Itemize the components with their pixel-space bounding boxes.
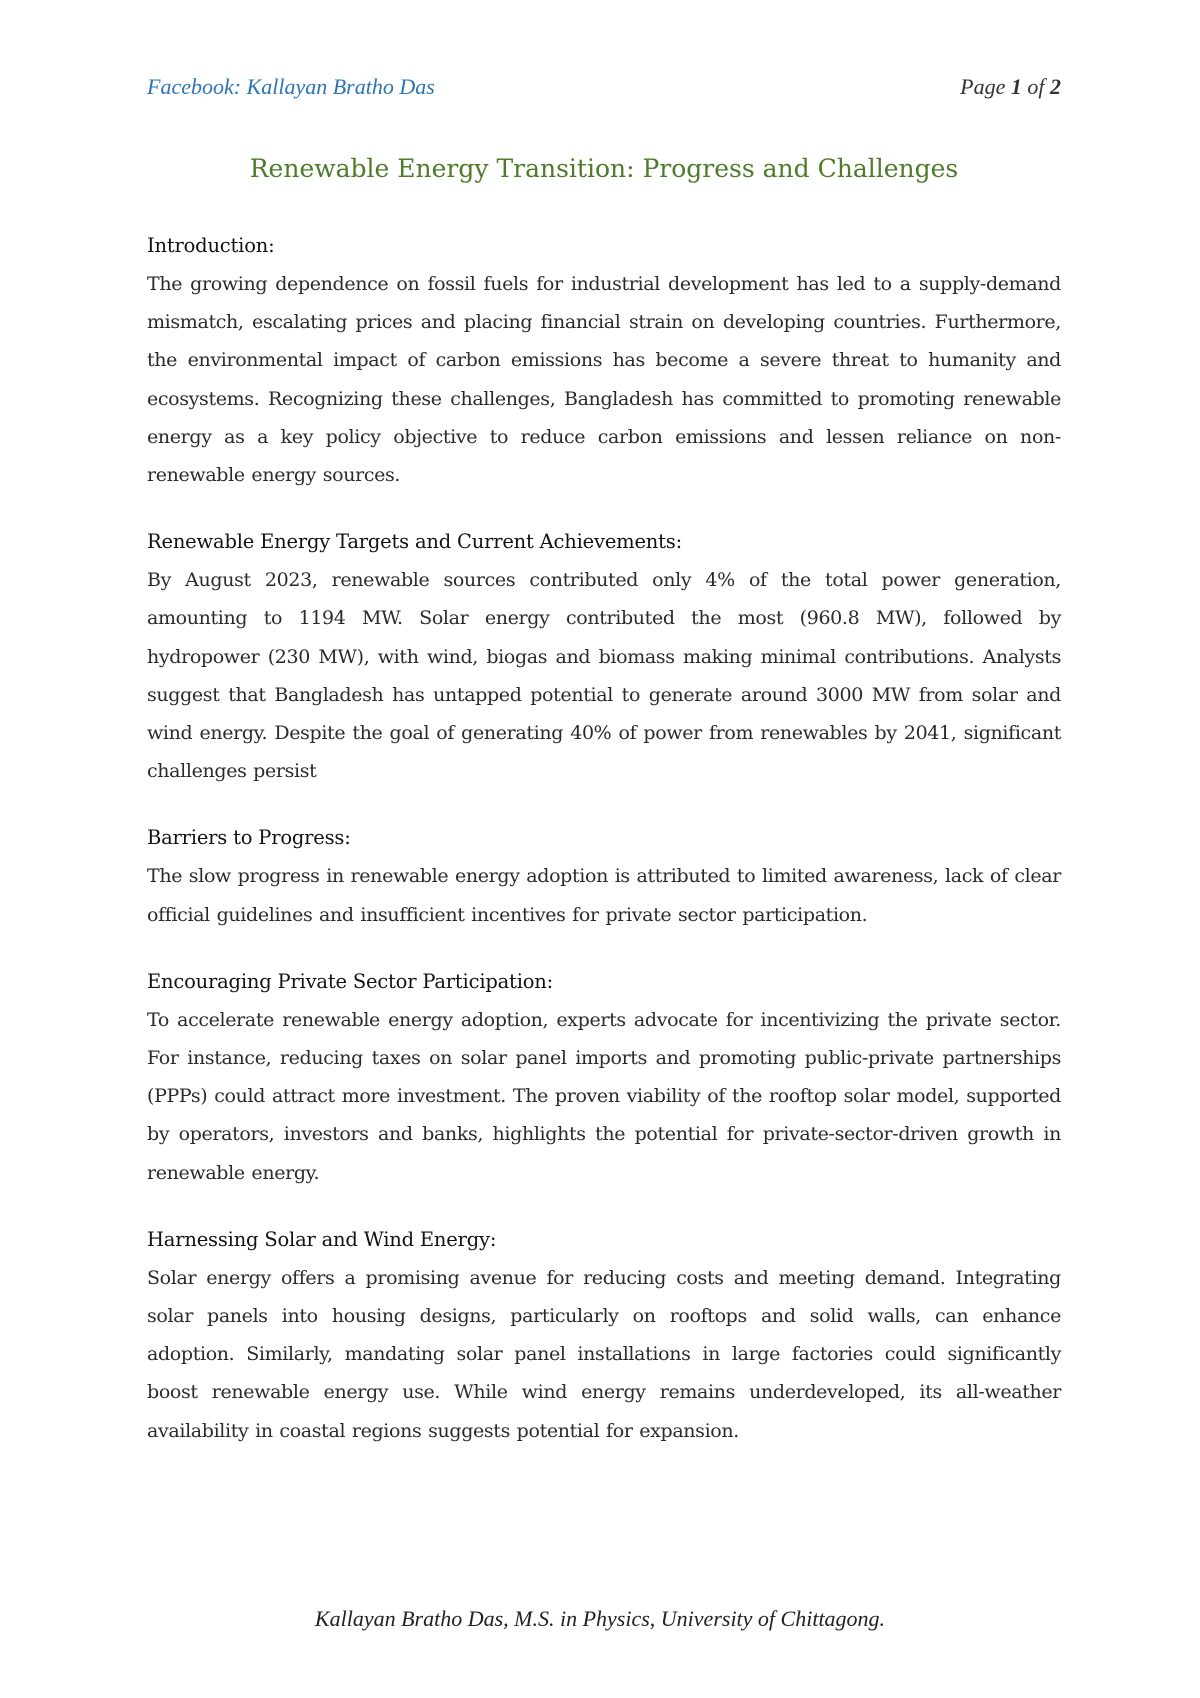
page-number-total: 2 [1050, 74, 1061, 99]
document-title: Renewable Energy Transition: Progress and Challenges [249, 154, 959, 183]
section-targets-achievements [147, 530, 1061, 790]
document-body [147, 234, 1061, 1486]
page-number [960, 74, 1061, 100]
section-heading: Encouraging Private Sector Participation: [147, 969, 554, 993]
section-introduction [147, 234, 1061, 494]
page-number-prefix: Page [960, 74, 1011, 99]
page-number-mid: of [1021, 74, 1050, 99]
section-heading: Renewable Energy Targets and Current Achievements: [147, 530, 682, 554]
section-paragraph: Solar energy offers a promising avenue for reducing costs and meeting demand. Integrating solar panels into housing designs, particularly on rooftops and solid walls, can enhance adoption. Similarly, mandating solar panel installations in large factories could significantly boost renewable energy use. While wind energy remains underdeveloped, its all-weather availability in coastal regions suggests potential for expansion. [147, 1266, 1061, 1442]
facebook-credit: Facebook: Kallayan Bratho Das [147, 74, 435, 99]
section-private-sector [147, 970, 1061, 1192]
section-paragraph: The growing dependence on fossil fuels for industrial development has led to a supply-demand mismatch, escalating prices and placing financial strain on developing countries. Furthermore, the environmental impact of carbon emissions has become a severe threat to humanity and ecosystems. Recognizing these challenges, Bangladesh has committed to promoting renewable energy as a key policy objective to reduce carbon emissions and lessen reliance on non-renewable energy sources. [147, 273, 1061, 487]
page-footer: Kallayan Bratho Das, M.S. in Physics, University of Chittagong. [314, 1606, 886, 1631]
section-paragraph: By August 2023, renewable sources contributed only 4% of the total power generation, amounting to 1194 MW. Solar energy contributed the most (960.8 MW), followed by hydropower (230 MW), with wind, biogas and biomass making minimal contributions. Analysts suggest that Bangladesh has untapped potential to generate around 3000 MW from solar and wind energy. Despite the goal of generating 40% of power from renewables by 2041, significant challenges persist [147, 569, 1061, 783]
page-number-current: 1 [1010, 74, 1022, 99]
page-header [147, 74, 1061, 104]
section-barriers [147, 826, 1061, 933]
section-paragraph: To accelerate renewable energy adoption, experts advocate for incentivizing the private sector. For instance, reducing taxes on solar panel imports and promoting public-private partnerships (PPPs) could attract more investment. The proven viability of the rooftop solar model, supported by operators, investors and banks, highlights the potential for private-sector-driven growth in renewable energy. [147, 1008, 1061, 1184]
section-heading: Barriers to Progress: [147, 826, 351, 850]
section-paragraph: The slow progress in renewable energy adoption is attributed to limited awareness, lack of clear official guidelines and insufficient incentives for private sector participation. [147, 865, 1061, 926]
section-heading: Introduction: [147, 234, 275, 257]
section-heading: Harnessing Solar and Wind Energy: [147, 1227, 497, 1251]
section-solar-wind [147, 1228, 1061, 1450]
